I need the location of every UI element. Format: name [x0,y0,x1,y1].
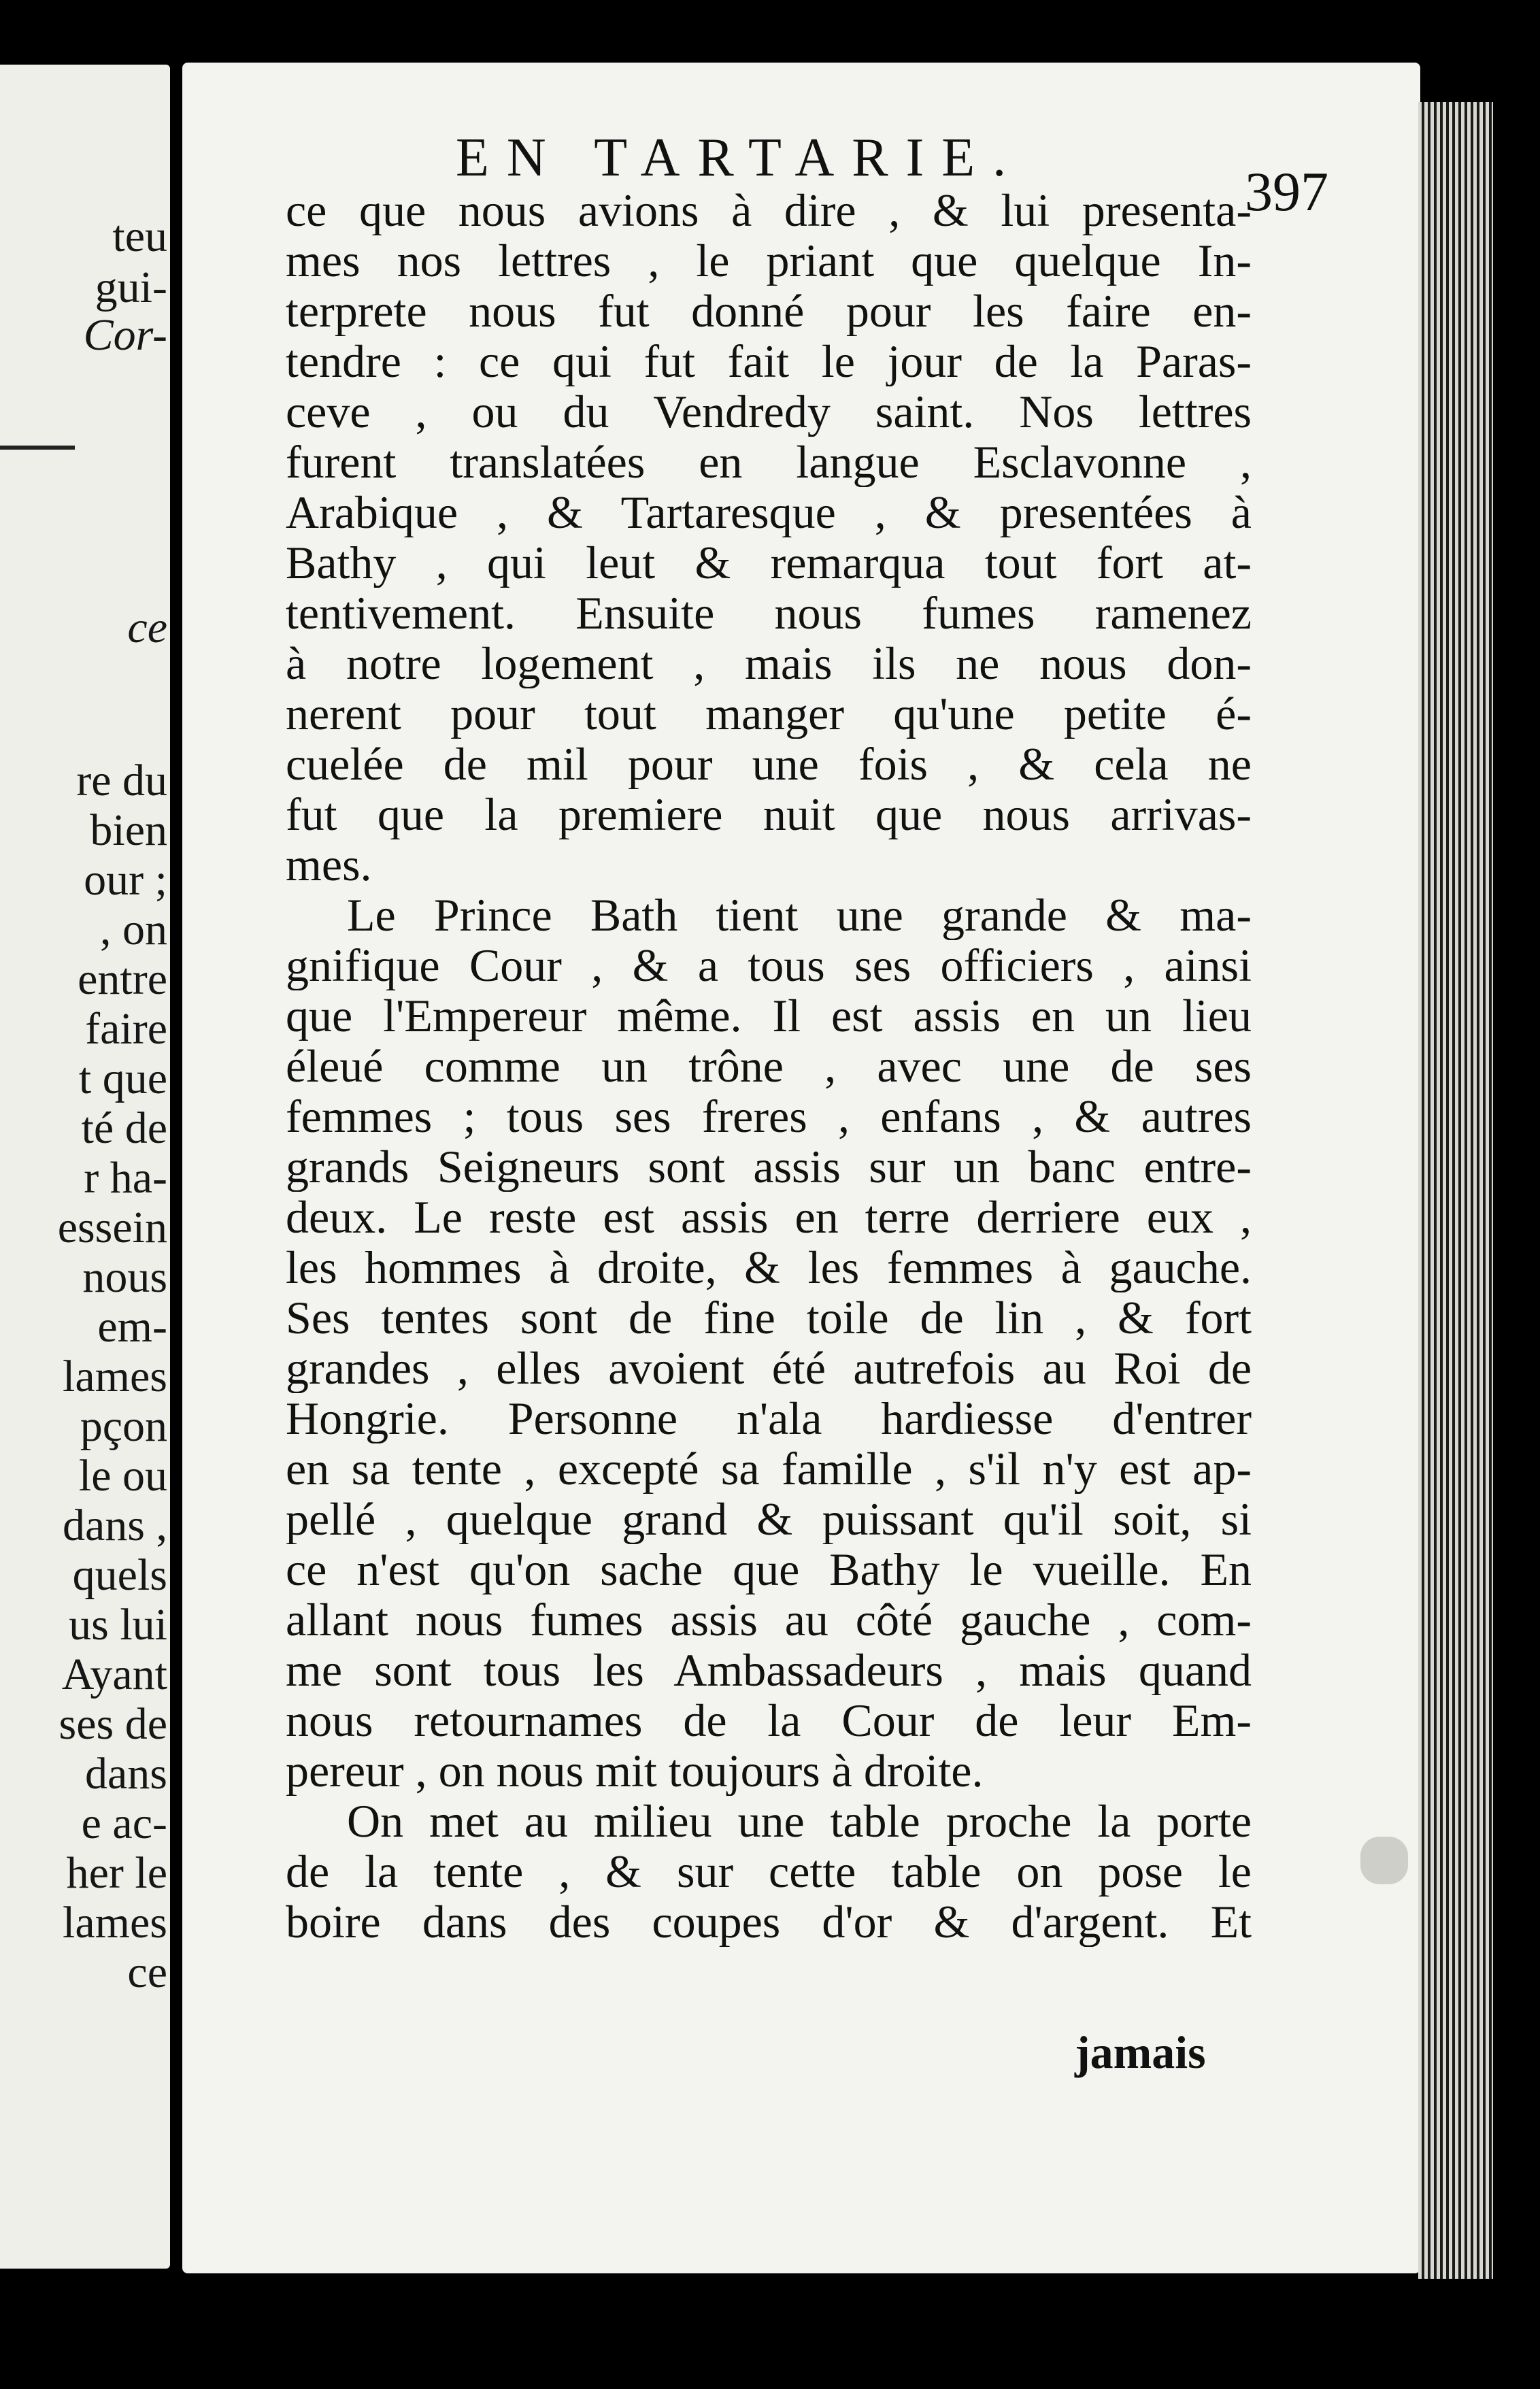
facing-line: pçon [80,1401,167,1451]
facing-page-fragment [0,65,170,2269]
facing-line: t que [78,1054,167,1103]
running-title: EN TARTARIE. [456,128,1024,188]
text-line: boire dans des coupes d'or & d'argent. Et [286,1897,1252,1947]
text-line: tentivement. Ensuite nous fumes ramenez [286,588,1252,638]
catchword: jamais [1075,2026,1206,2078]
facing-line: faire [85,1004,167,1054]
facing-line: r ha- [84,1153,167,1203]
text-line: mes nos lettres , le priant que quelque In- [286,235,1252,286]
text-line: pellé , quelque grand & puissant qu'il soit, si [286,1494,1252,1544]
facing-line: Cor- [83,310,167,360]
paper-stain [1360,1837,1408,1884]
text-line: de la tente , & sur cette table on pose le [286,1846,1252,1897]
page-edges [1418,102,1493,2279]
facing-line: em- [97,1302,167,1352]
text-line: grands Seigneurs sont assis sur un banc entre- [286,1141,1252,1192]
text-line: fut que la premiere nuit que nous arrivas- [286,789,1252,839]
text-line: mes. [286,839,372,890]
text-line: gnifique Cour , & a tous ses officiers , ainsi [286,940,1252,990]
text-line: On met au milieu une table proche la porte [347,1796,1252,1846]
facing-line: lames [63,1352,167,1401]
text-line: en sa tente , excepté sa famille , s'il n'y est ap- [286,1443,1252,1494]
text-line: Bathy , qui leut & remarqua tout fort at- [286,537,1252,588]
page-number: 397 [1245,161,1328,222]
facing-line: essein [57,1203,167,1252]
facing-line: entre [78,954,167,1004]
facing-line: ses de [58,1699,167,1749]
text-line: ce n'est qu'on sache que Bathy le vueille. En [286,1544,1252,1594]
facing-line: lames [63,1898,167,1948]
text-line: que l'Empereur même. Il est assis en un lieu [286,990,1252,1041]
facing-line: Ayant [61,1650,167,1699]
facing-line: té de [81,1103,167,1153]
body-text [286,185,1252,1947]
facing-line: dans , [63,1501,167,1550]
facing-line: our ; [84,855,167,905]
text-line: femmes ; tous ses freres , enfans , & autres [286,1091,1252,1141]
text-line: me sont tous les Ambassadeurs , mais quand [286,1645,1252,1695]
text-line: pereur , on nous mit toujours à droite. [286,1745,984,1796]
text-line: Le Prince Bath tient une grande & ma- [347,890,1252,940]
facing-line: re du [76,756,167,805]
text-line: à notre logement , mais ils ne nous don- [286,638,1252,688]
text-line: nerent pour tout manger qu'une petite é- [286,688,1252,739]
text-line: terprete nous fut donné pour les faire en- [286,286,1252,336]
facing-line: nous [82,1252,167,1302]
text-line: tendre : ce qui fut fait le jour de la Paras- [286,336,1252,386]
facing-line: bien [90,805,167,855]
text-line: Arabique , & Tartaresque , & presentées à [286,487,1252,537]
facing-line: e ac- [81,1799,167,1848]
text-line: Hongrie. Personne n'ala hardiesse d'entrer [286,1393,1252,1443]
text-line: cuelée de mil pour une fois , & cela ne [286,739,1252,789]
text-line: ceve , ou du Vendredy saint. Nos lettres [286,386,1252,437]
text-line: nous retournames de la Cour de leur Em- [286,1695,1252,1745]
facing-line: ce [127,603,167,652]
text-line: ce que nous avions à dire , & lui presenta- [286,185,1252,235]
facing-line: gui- [95,263,167,312]
facing-line: le ou [78,1451,167,1501]
facing-line: teu [112,212,167,261]
facing-line: her le [66,1848,167,1898]
text-line: éleué comme un trône , avec une de ses [286,1041,1252,1091]
text-line: Ses tentes sont de fine toile de lin , & fort [286,1292,1252,1343]
text-line: grandes , elles avoient été autrefois au Roi de [286,1343,1252,1393]
text-line: allant nous fumes assis au côté gauche , com- [286,1594,1252,1645]
text-line: les hommes à droite, & les femmes à gauche. [286,1242,1252,1292]
text-line: deux. Le reste est assis en terre derriere eux , [286,1192,1252,1242]
facing-line: quels [72,1550,167,1600]
facing-line: , on [100,905,167,954]
section-rule [0,446,75,450]
facing-line: us lui [69,1600,167,1650]
text-line: furent translatées en langue Esclavonne , [286,437,1252,487]
facing-line: dans [85,1749,167,1799]
facing-line: ce [127,1948,167,1997]
